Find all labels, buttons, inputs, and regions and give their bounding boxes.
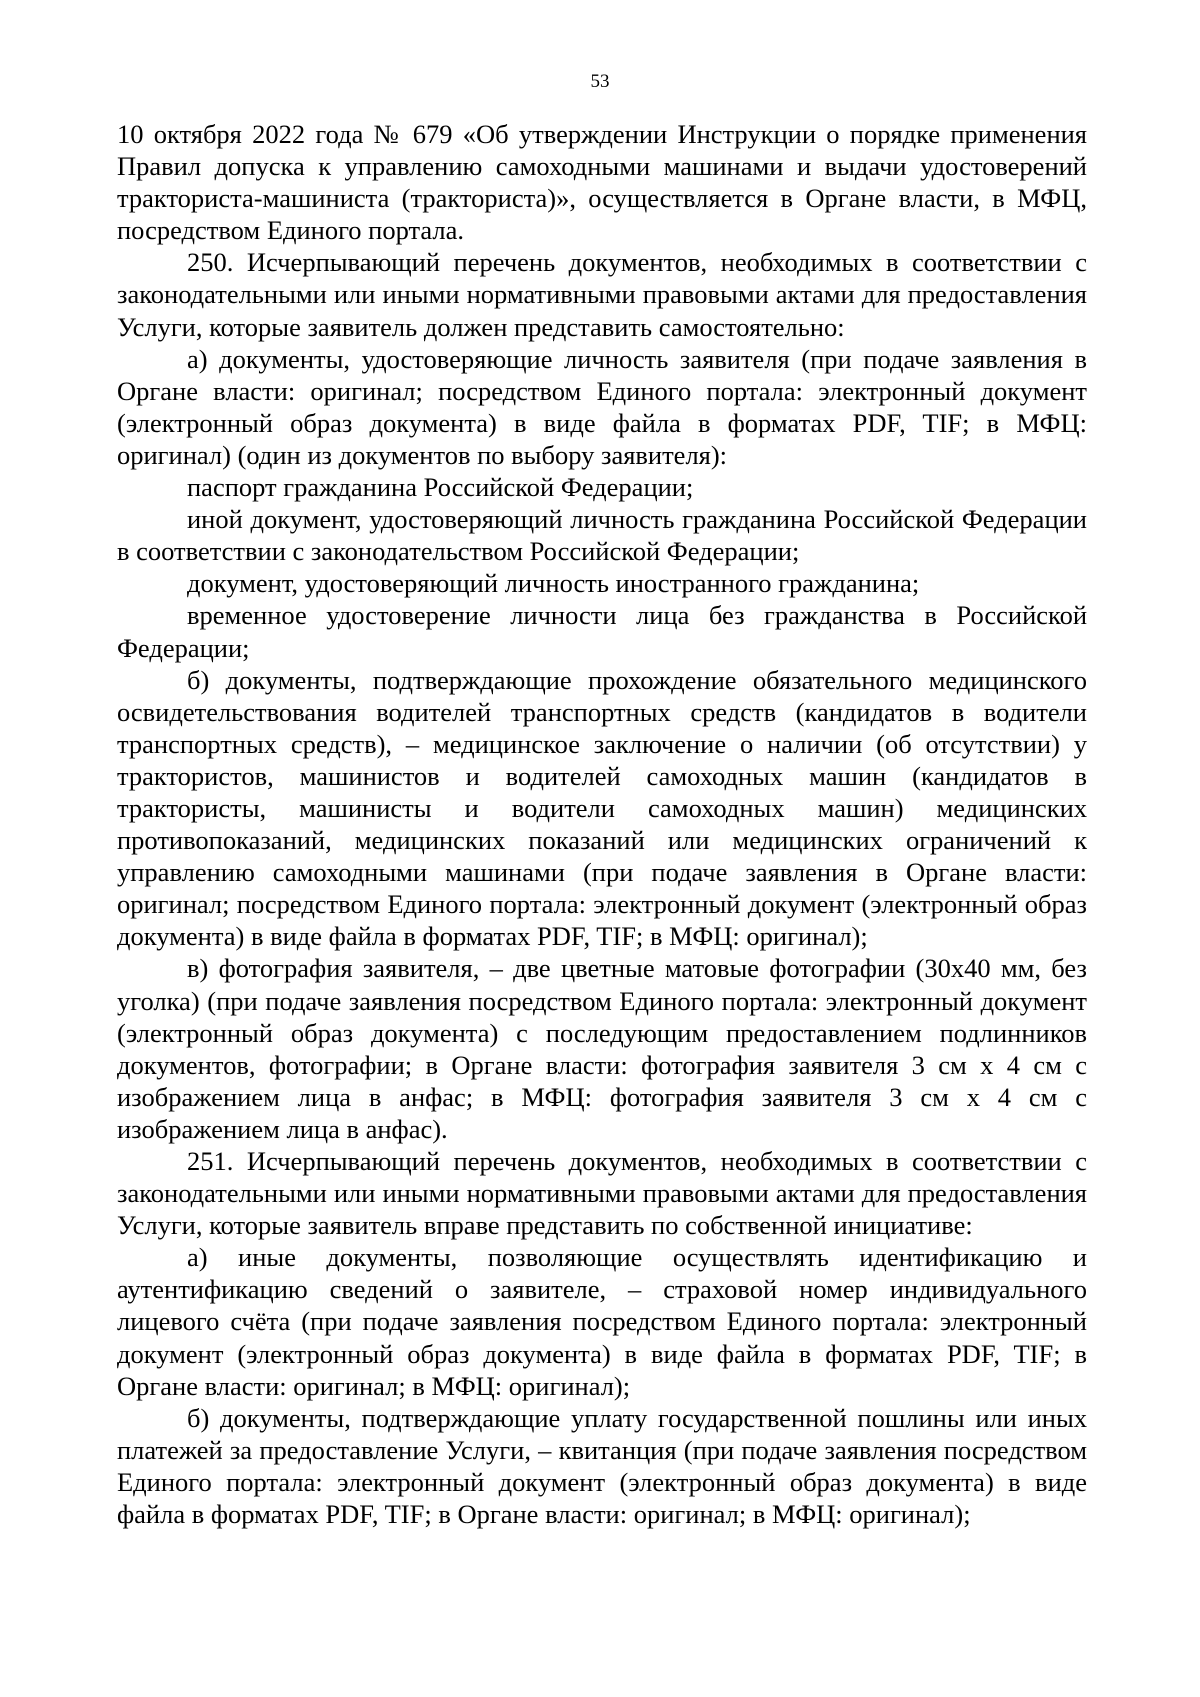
paragraph-continuation: 10 октября 2022 года № 679 «Об утверждении Инструкции о порядке применения Правил допуска к управлению самоходными машинами и выдачи удостоверений тракториста-машиниста (тракториста)», осуществляется в Органе власти, в МФЦ, посредством Единого портала. [117, 119, 1087, 246]
paragraph-251-a: а) иные документы, позволяющие осуществлять идентификацию и аутентификацию сведений о заявителе, – страховой номер индивидуального лицевого счёта (при подаче заявления посредством Единого портала: электронный документ (электронный образ документа) в виде файла в форматах PDF, TIF; в Органе власти: оригинал; в МФЦ: оригинал); [117, 1242, 1087, 1401]
paragraph-item-250: 250. Исчерпывающий перечень документов, необходимых в соответствии с законодательными или иными нормативными правовыми актами для предоставления Услуги, которые заявитель должен представить самостоятельно: [117, 247, 1087, 342]
paragraph-251-b: б) документы, подтверждающие уплату государственной пошлины или иных платежей за предоставление Услуги, – квитанция (при подаче заявления посредством Единого портала: электронный документ (электронный образ документа) в виде файла в форматах PDF, TIF; в Органе власти: оригинал; в МФЦ: оригинал); [117, 1402, 1087, 1530]
paragraph-foreign-id: документ, удостоверяющий личность иностранного гражданина; [187, 568, 920, 599]
paragraph-passport: паспорт гражданина Российской Федерации; [187, 472, 694, 503]
paragraph-stateless-id: временное удостоверение личности лица без гражданства в Российской Федерации; [117, 600, 1087, 663]
paragraph-250-a: а) документы, удостоверяющие личность заявителя (при подаче заявления в Органе власти: оригинал; посредством Единого портала: электронный документ (электронный образ документа) в виде файла в форматах PDF, TIF; в МФЦ: оригинал) (один из документов по выбору заявителя): [117, 343, 1087, 470]
document-body [117, 118, 1087, 1530]
paragraph-other-id: иной документ, удостоверяющий личность гражданина Российской Федерации в соответствии с законодательством Российской Федерации; [117, 504, 1087, 567]
paragraph-250-b: б) документы, подтверждающие прохождение обязательного медицинского освидетельствования водителей транспортных средств (кандидатов в водители транспортных средств), – медицинское заключение о наличии (об отсутствии) у трактористов, машинистов и водителей самоходных машин (кандидатов в трактористы, машинисты и водители самоходных машин) медицинских противопоказаний, медицинских показаний или медицинских ограничений к управлению самоходными машинами (при подаче заявления в Органе власти: оригинал; посредством Единого портала: электронный документ (электронный образ документа) в виде файла в форматах PDF, TIF; в МФЦ: оригинал); [117, 664, 1087, 952]
page-number: 53 [590, 71, 610, 92]
paragraph-250-v: в) фотография заявителя, – две цветные матовые фотографии (30х40 мм, без уголка) (при подаче заявления посредством Единого портала: электронный документ (электронный образ документа) с последующим предоставлением подлинников документов, фотографии; в Органе власти: фотография заявителя 3 см х 4 см с изображением лица в анфас; в МФЦ: фотография заявителя 3 см х 4 см с изображением лица в анфас). [117, 953, 1087, 1144]
paragraph-item-251: 251. Исчерпывающий перечень документов, необходимых в соответствии с законодательными или иными нормативными правовыми актами для предоставления Услуги, которые заявитель вправе представить по собственной инициативе: [117, 1146, 1087, 1241]
